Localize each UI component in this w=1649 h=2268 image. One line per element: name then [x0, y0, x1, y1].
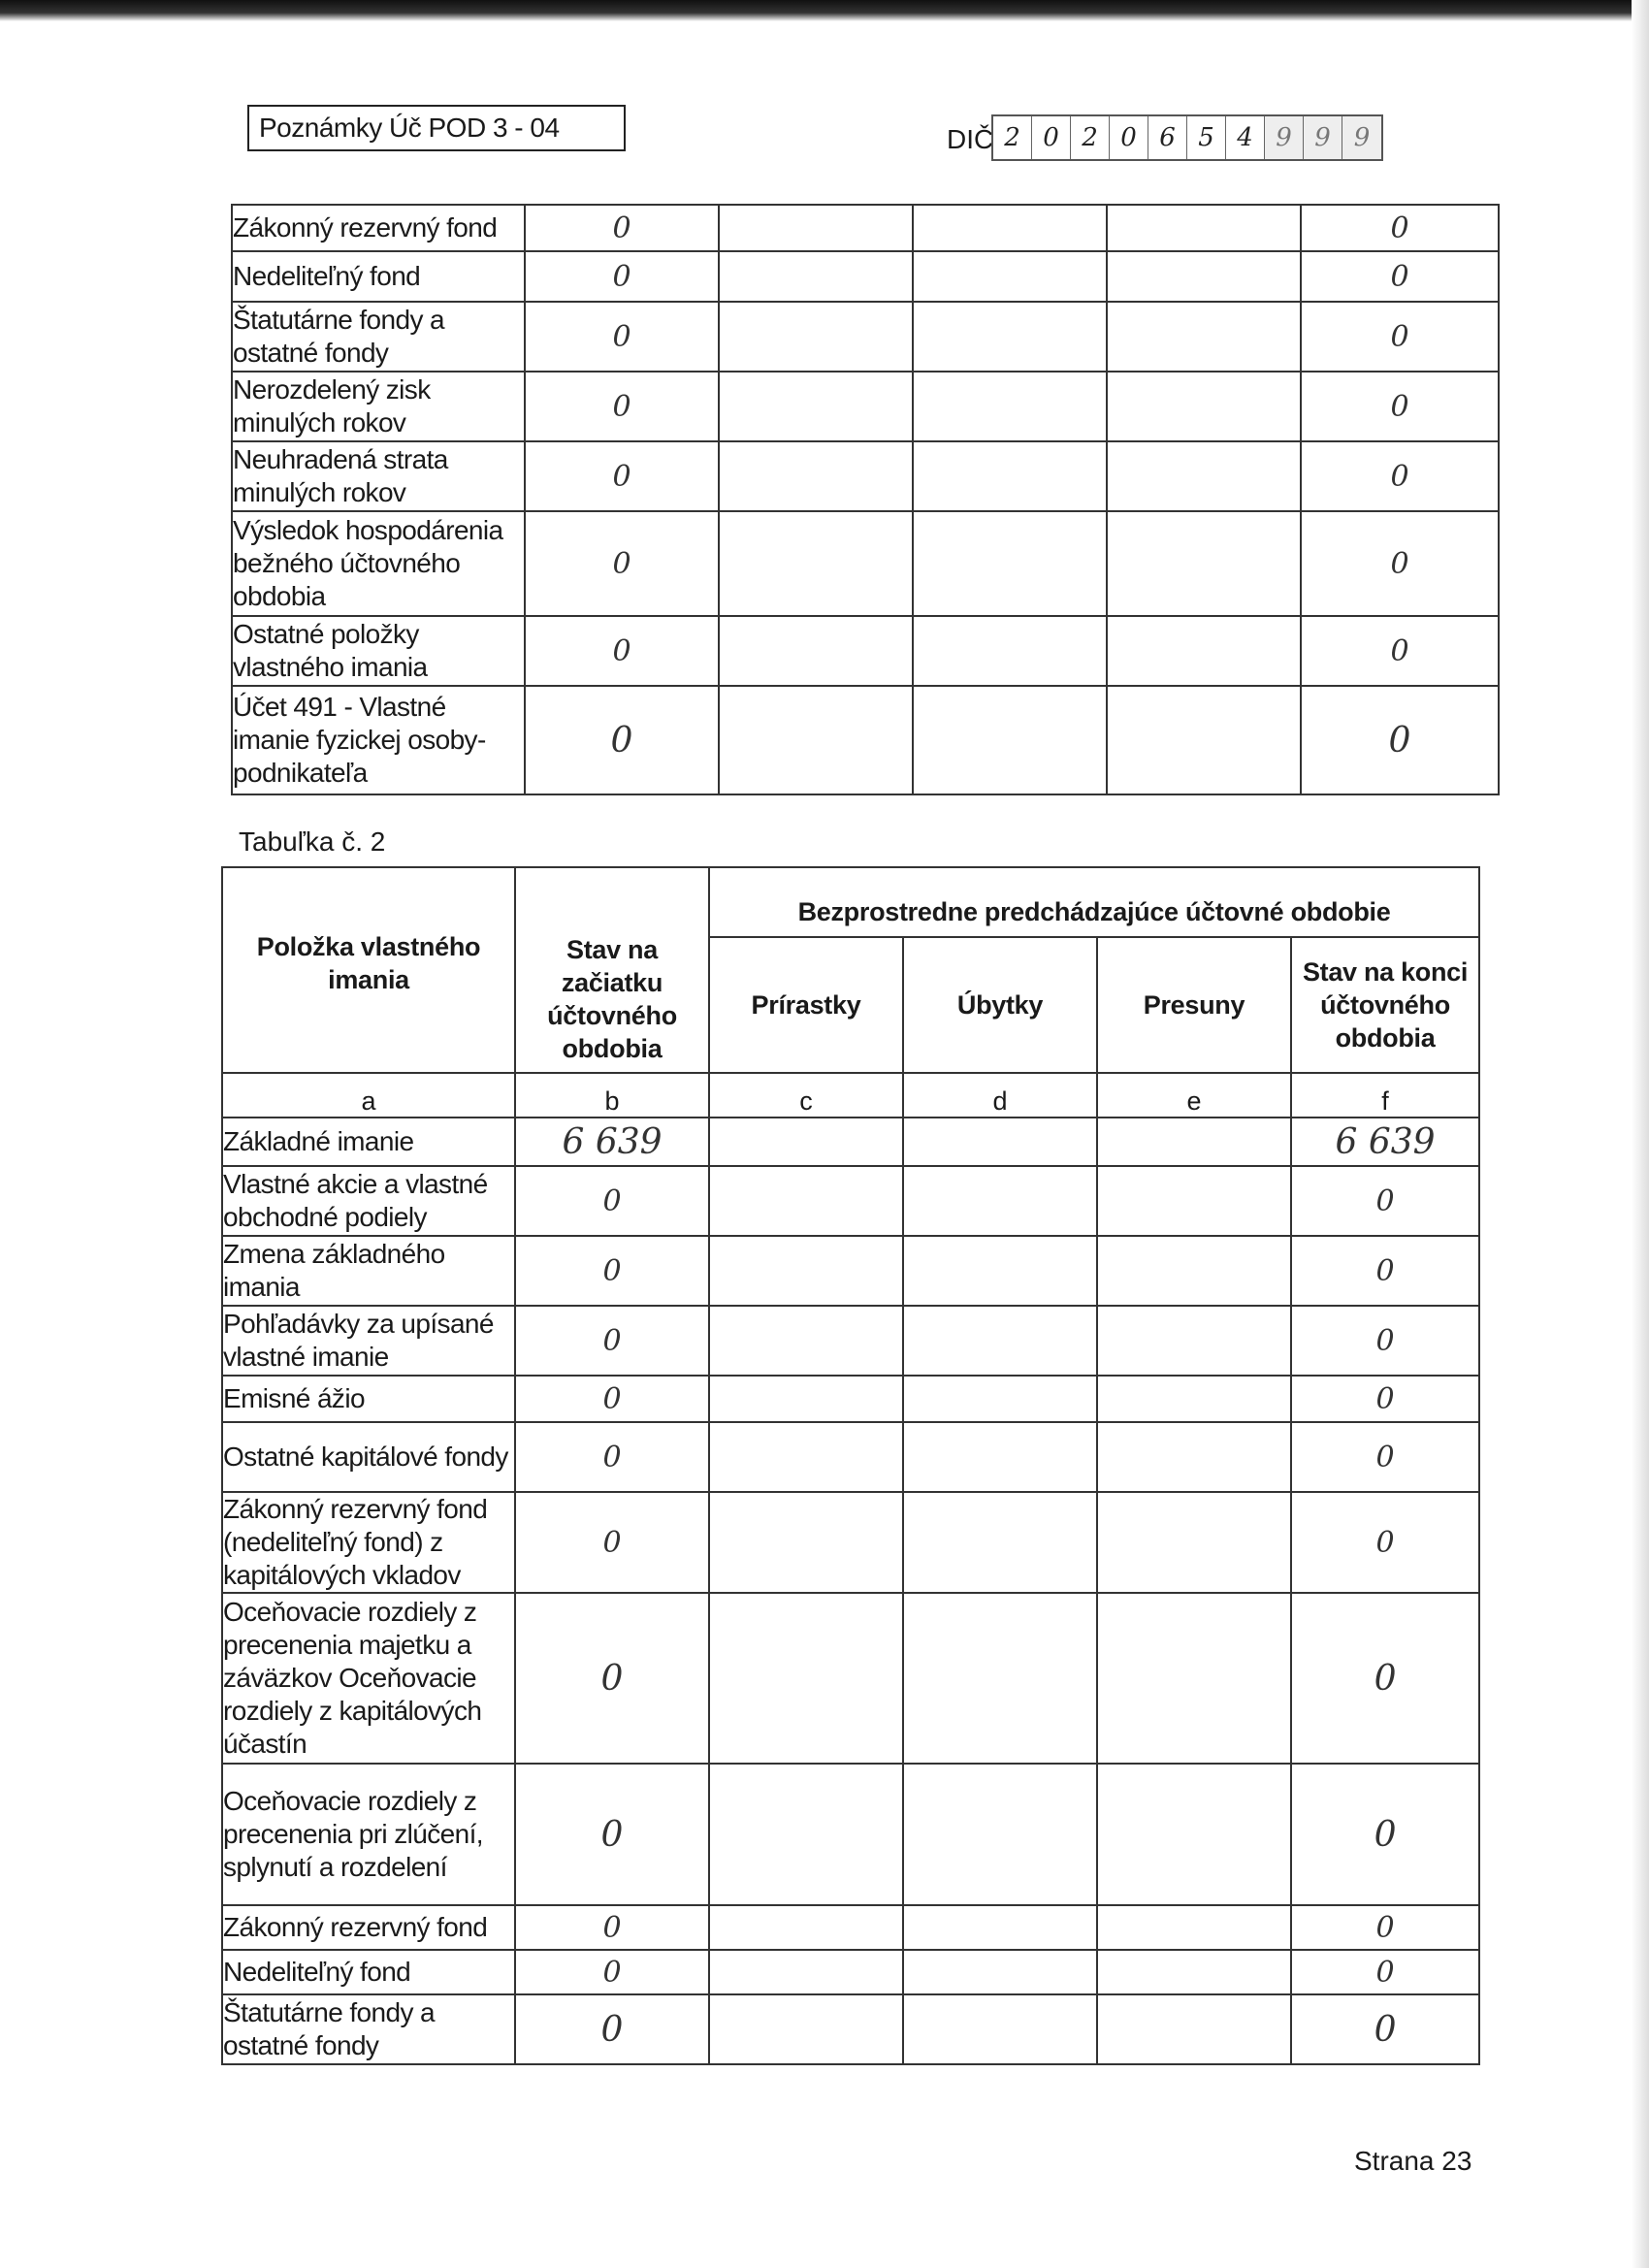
value-end: 0: [1301, 372, 1499, 441]
value-start: 0: [515, 1593, 709, 1764]
value-end: 0: [1301, 251, 1499, 302]
value-end: 0: [1301, 302, 1499, 372]
dic-digit: 2: [1071, 116, 1110, 159]
value-end: 0: [1291, 1236, 1479, 1306]
row-label: Oceňovacie rozdiely z precenenia majetku a záväzkov Oceňovacie rozdiely z kapitálových účastín: [222, 1593, 515, 1764]
value-decrease: [903, 1764, 1097, 1905]
value-start: 0: [515, 1994, 709, 2064]
value-start: 6 639: [515, 1118, 709, 1166]
row-label: Výsledok hospodárenia bežného účtovného obdobia: [232, 511, 525, 616]
row-label: Základné imanie: [222, 1118, 515, 1166]
form-label: Poznámky Úč POD 3 - 04: [259, 113, 560, 143]
value-increase: [719, 251, 913, 302]
value-decrease: [903, 1118, 1097, 1166]
value-start: 0: [515, 1166, 709, 1236]
table-row: [232, 302, 1499, 372]
col-header-decrease: Úbytky: [903, 937, 1097, 1073]
value-transfer: [1097, 1166, 1291, 1236]
table-row: [232, 441, 1499, 511]
value-decrease: [903, 1306, 1097, 1376]
scan-shadow: [1632, 0, 1649, 2268]
value-increase: [709, 1593, 903, 1764]
col-letter: b: [515, 1073, 709, 1118]
value-end: 0: [1291, 1422, 1479, 1492]
value-end: 0: [1301, 616, 1499, 686]
col-header-end: Stav na konci účtovného obdobia: [1291, 937, 1479, 1073]
value-start: 0: [525, 251, 719, 302]
table-row: [232, 686, 1499, 794]
equity-table-prior-period: [221, 866, 1480, 2065]
value-end: 0: [1291, 1306, 1479, 1376]
value-end: 0: [1301, 511, 1499, 616]
value-end: 0: [1291, 1994, 1479, 2064]
value-transfer: [1097, 1236, 1291, 1306]
row-label: Zákonný rezervný fond: [222, 1905, 515, 1950]
row-label: Nerozdelený zisk minulých rokov: [232, 372, 525, 441]
value-start: 0: [515, 1764, 709, 1905]
row-label: Vlastné akcie a vlastné obchodné podiely: [222, 1166, 515, 1236]
table-row: [232, 511, 1499, 616]
value-transfer: [1107, 205, 1301, 251]
value-increase: [709, 1492, 903, 1593]
value-decrease: [903, 1166, 1097, 1236]
value-increase: [719, 372, 913, 441]
value-transfer: [1097, 1306, 1291, 1376]
table-row: [232, 372, 1499, 441]
value-increase: [709, 1950, 903, 1994]
dic-digit: 6: [1148, 116, 1187, 159]
row-label: Štatutárne fondy a ostatné fondy: [232, 302, 525, 372]
value-start: 0: [525, 205, 719, 251]
dic-digit: 4: [1226, 116, 1265, 159]
col-header-start: Stav na začiatku účtovného obdobia: [515, 867, 709, 1073]
dic-boxes: [991, 114, 1383, 161]
value-transfer: [1107, 251, 1301, 302]
col-letter: a: [222, 1073, 515, 1118]
col-header-item: Položka vlastného imania: [222, 867, 515, 1073]
col-letter: e: [1097, 1073, 1291, 1118]
value-decrease: [903, 1376, 1097, 1422]
value-end: 6 639: [1291, 1118, 1479, 1166]
dic-digit: 0: [1032, 116, 1071, 159]
value-increase: [709, 1306, 903, 1376]
table-row: [232, 205, 1499, 251]
value-increase: [719, 511, 913, 616]
value-end: 0: [1291, 1905, 1479, 1950]
table-row: [222, 1950, 1479, 1994]
letter-row: [222, 1073, 1479, 1118]
value-decrease: [903, 1994, 1097, 2064]
table-caption: Tabuľka č. 2: [239, 826, 386, 857]
value-decrease: [913, 302, 1107, 372]
equity-table-continued: [231, 204, 1500, 795]
value-increase: [709, 1764, 903, 1905]
value-transfer: [1107, 441, 1301, 511]
row-label: Pohľadávky za upísané vlastné imanie: [222, 1306, 515, 1376]
value-increase: [709, 1994, 903, 2064]
value-increase: [709, 1905, 903, 1950]
value-increase: [709, 1376, 903, 1422]
value-start: 0: [515, 1376, 709, 1422]
value-start: 0: [525, 511, 719, 616]
table-row: [222, 1376, 1479, 1422]
dic-digit: 9: [1265, 116, 1304, 159]
value-transfer: [1097, 1950, 1291, 1994]
row-label: Nedeliteľný fond: [232, 251, 525, 302]
value-decrease: [913, 251, 1107, 302]
row-label: Zmena základného imania: [222, 1236, 515, 1306]
value-end: 0: [1301, 686, 1499, 794]
dic-digit: 9: [1342, 116, 1381, 159]
table-row: [232, 616, 1499, 686]
value-start: 0: [515, 1306, 709, 1376]
col-letter: c: [709, 1073, 903, 1118]
row-label: Oceňovacie rozdiely z precenenia pri zlúčení, splynutí a rozdelení: [222, 1764, 515, 1905]
table-row: [222, 1166, 1479, 1236]
value-increase: [719, 302, 913, 372]
value-transfer: [1107, 372, 1301, 441]
value-start: 0: [525, 302, 719, 372]
value-decrease: [903, 1422, 1097, 1492]
value-decrease: [903, 1236, 1097, 1306]
row-label: Emisné ážio: [222, 1376, 515, 1422]
value-decrease: [913, 205, 1107, 251]
value-end: 0: [1301, 205, 1499, 251]
row-label: Štatutárne fondy a ostatné fondy: [222, 1994, 515, 2064]
table-row: [222, 1236, 1479, 1306]
value-decrease: [903, 1950, 1097, 1994]
value-decrease: [903, 1593, 1097, 1764]
value-increase: [709, 1422, 903, 1492]
value-start: 0: [525, 686, 719, 794]
value-increase: [719, 616, 913, 686]
table-row: [222, 1118, 1479, 1166]
value-end: 0: [1291, 1593, 1479, 1764]
value-increase: [709, 1118, 903, 1166]
table-row: [222, 1764, 1479, 1905]
table-row: [222, 1306, 1479, 1376]
table-row: [222, 1492, 1479, 1593]
scan-edge: [0, 0, 1649, 21]
value-end: 0: [1291, 1492, 1479, 1593]
value-start: 0: [515, 1950, 709, 1994]
col-letter: f: [1291, 1073, 1479, 1118]
dic-digit: 0: [1110, 116, 1148, 159]
table-row: [222, 1422, 1479, 1492]
value-transfer: [1107, 686, 1301, 794]
value-decrease: [913, 441, 1107, 511]
value-increase: [709, 1166, 903, 1236]
table-row: [222, 1994, 1479, 2064]
value-decrease: [913, 616, 1107, 686]
table-row: [232, 251, 1499, 302]
value-start: 0: [525, 372, 719, 441]
value-start: 0: [525, 616, 719, 686]
value-end: 0: [1291, 1950, 1479, 1994]
value-transfer: [1097, 1905, 1291, 1950]
value-increase: [719, 205, 913, 251]
value-decrease: [913, 372, 1107, 441]
value-increase: [719, 686, 913, 794]
value-decrease: [913, 686, 1107, 794]
value-transfer: [1107, 616, 1301, 686]
row-label: Zákonný rezervný fond (nedeliteľný fond) z kapitálových vkladov: [222, 1492, 515, 1593]
value-start: 0: [515, 1422, 709, 1492]
period-header: Bezprostredne predchádzajúce účtovné obdobie: [709, 867, 1479, 937]
value-end: 0: [1291, 1376, 1479, 1422]
value-transfer: [1107, 511, 1301, 616]
value-start: 0: [525, 441, 719, 511]
value-decrease: [903, 1492, 1097, 1593]
value-start: 0: [515, 1236, 709, 1306]
value-transfer: [1097, 1764, 1291, 1905]
value-end: 0: [1291, 1764, 1479, 1905]
row-label: Neuhradená strata minulých rokov: [232, 441, 525, 511]
value-transfer: [1097, 1376, 1291, 1422]
value-decrease: [903, 1905, 1097, 1950]
dic-digit: 5: [1187, 116, 1226, 159]
value-transfer: [1107, 302, 1301, 372]
table-row: [222, 1905, 1479, 1950]
value-transfer: [1097, 1994, 1291, 2064]
value-increase: [709, 1236, 903, 1306]
page-number: Strana 23: [1354, 2146, 1472, 2176]
value-transfer: [1097, 1593, 1291, 1764]
col-letter: d: [903, 1073, 1097, 1118]
form-label-box: [247, 105, 626, 151]
value-end: 0: [1301, 441, 1499, 511]
row-label: Ostatné kapitálové fondy: [222, 1422, 515, 1492]
dic-digit: 9: [1304, 116, 1342, 159]
row-label: Nedeliteľný fond: [222, 1950, 515, 1994]
table-header-row: [222, 867, 1479, 937]
value-increase: [719, 441, 913, 511]
table-row: [222, 1593, 1479, 1764]
value-transfer: [1097, 1492, 1291, 1593]
col-header-transfer: Presuny: [1097, 937, 1291, 1073]
dic-label: DIČ: [947, 124, 994, 154]
row-label: Ostatné položky vlastného imania: [232, 616, 525, 686]
row-label: Zákonný rezervný fond: [232, 205, 525, 251]
row-label: Účet 491 - Vlastné imanie fyzickej osoby-podnikateľa: [232, 686, 525, 794]
value-start: 0: [515, 1492, 709, 1593]
value-start: 0: [515, 1905, 709, 1950]
value-decrease: [913, 511, 1107, 616]
col-header-increase: Prírastky: [709, 937, 903, 1073]
dic-digit: 2: [993, 116, 1032, 159]
value-end: 0: [1291, 1166, 1479, 1236]
value-transfer: [1097, 1422, 1291, 1492]
value-transfer: [1097, 1118, 1291, 1166]
